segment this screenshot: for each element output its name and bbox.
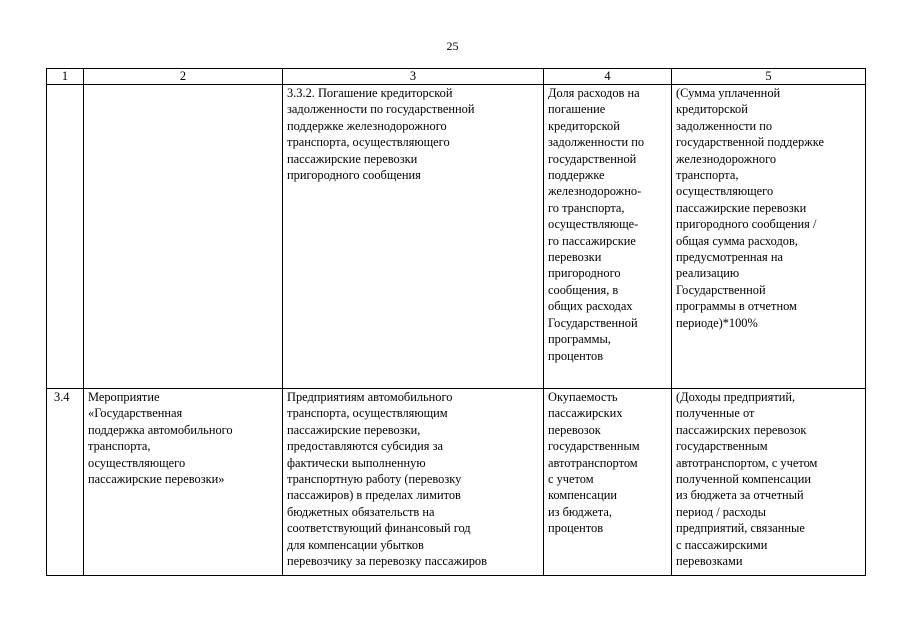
column-header-3: 3 [283, 69, 544, 85]
indicator-name: Окупаемость пассажирских перевозок государственным автотранспортом с учетом компенсации из бюджета, процентов [548, 390, 640, 536]
indicator-formula: (Сумма уплаченной кредиторской задолженности по государственной поддержке железнодорожного транспорта, осуществляющего пассажирские перевозки пригородного сообщения / общая сумма расходов, предусмотренная на реализацию Государственной программы в отчетном периоде)*100% [676, 86, 824, 330]
description-cell [283, 389, 544, 576]
event-cell [84, 389, 283, 576]
event-cell [84, 85, 283, 389]
formula-cell [672, 389, 866, 576]
table-row [47, 85, 866, 389]
description-cell [283, 85, 544, 389]
indicator-name: Доля расходов на погашение кредиторской задолженности по государственной поддержке железнодорожно- го транспорта, осуществляюще- го пассажирские перевозки пригородного сообщения, в общих расходах Государственной программы, процентов [548, 86, 645, 363]
page-number: 25 [446, 39, 459, 53]
indicator-cell [544, 85, 672, 389]
event-description: Предприятиям автомобильного транспорта, осуществляющим пассажирские перевозки, предоставляются субсидия за фактически выполненную транспортную работу (перевозку пассажиров) в пределах лимитов бюджетных обязательств на соответствующий финансовый год для компенсации убытков перевозчику за перевозку пассажиров [287, 390, 487, 569]
row-number-cell [47, 85, 84, 389]
column-header-2: 2 [84, 69, 283, 85]
column-header-5: 5 [672, 69, 866, 85]
column-header-4: 4 [544, 69, 672, 85]
indicator-formula: (Доходы предприятий, полученные от пассажирских перевозок государственным автотранспортом, с учетом полученной компенсации из бюджета за отчетный период / расходы предприятий, связанные с пассажирскими перевозками [676, 390, 818, 569]
column-header-1: 1 [47, 69, 84, 85]
formula-cell [672, 85, 866, 389]
indicator-cell [544, 389, 672, 576]
row-number: 3.4 [54, 390, 70, 404]
event-name: Мероприятие «Государственная поддержка автомобильного транспорта, осуществляющего пассажирские перевозки» [88, 390, 233, 487]
indicators-table [46, 68, 866, 576]
table-header-row [47, 69, 866, 85]
table-row [47, 389, 866, 576]
row-number-cell [47, 389, 84, 576]
event-description: 3.3.2. Погашение кредиторской задолженности по государственной поддержке железнодорожного транспорта, осуществляющего пассажирские перевозки пригородного сообщения [287, 86, 475, 183]
